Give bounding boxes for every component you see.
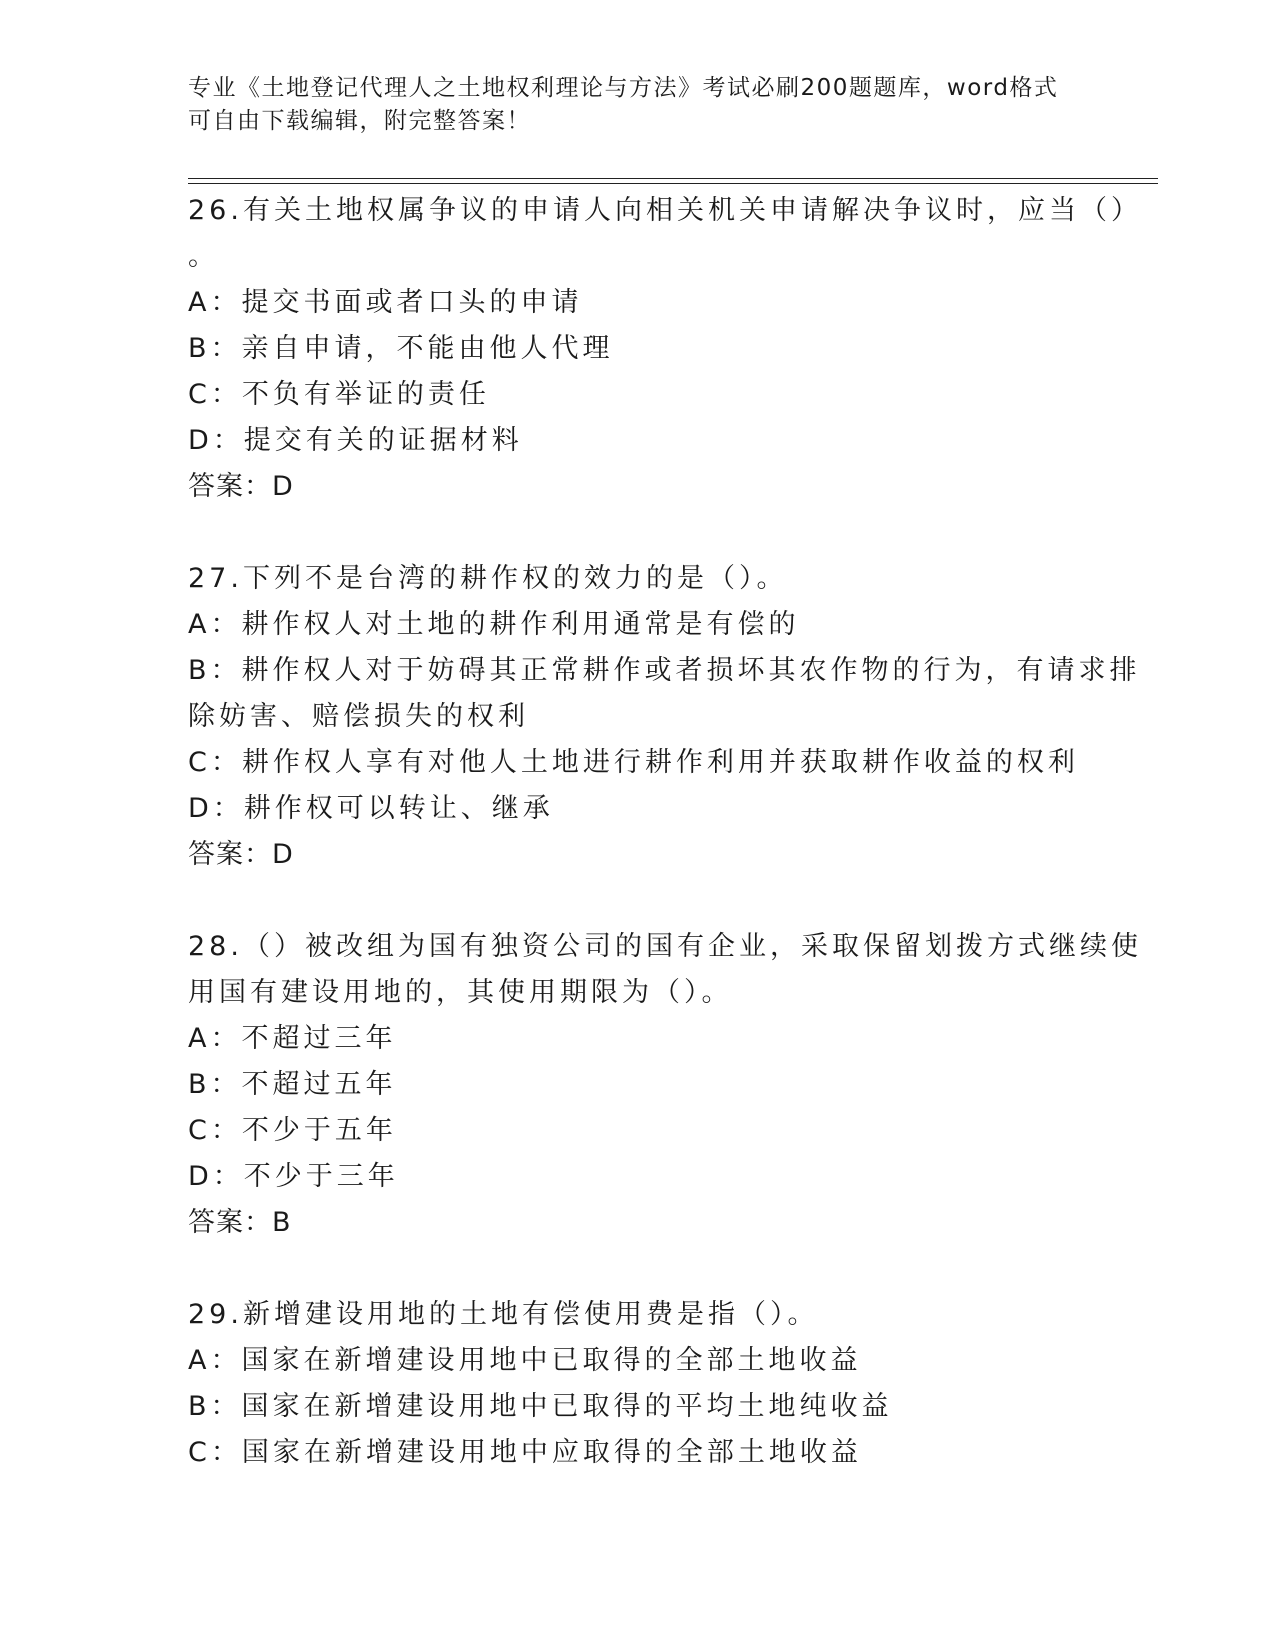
option-d: D：耕作权可以转让、继承 xyxy=(188,793,554,824)
question-stem: 28.（）被改组为国有独资公司的国有企业，采取保留划拨方式继续使 xyxy=(188,931,1142,962)
question-stem-continued: 用国有建设用地的，其使用期限为（）。 xyxy=(188,977,733,1008)
header-line-1: 专业《土地登记代理人之土地权利理论与方法》考试必刷200题题库，word格式 xyxy=(188,75,1059,101)
option-b: B：耕作权人对于妨碍其正常耕作或者损坏其农作物的行为，有请求排 xyxy=(188,655,1141,686)
question-stem: 29.新增建设用地的土地有偿使用费是指（）。 xyxy=(188,1299,819,1330)
question-26 xyxy=(188,188,1142,510)
document-header xyxy=(188,72,1088,138)
question-spacer xyxy=(188,1246,1088,1292)
answer-line: 答案：D xyxy=(188,471,294,502)
question-27 xyxy=(188,556,1141,878)
answer-line: 答案：D xyxy=(188,839,294,870)
question-stem-continued: 。 xyxy=(188,241,219,272)
option-c: C：耕作权人享有对他人土地进行耕作利用并获取耕作收益的权利 xyxy=(188,747,1079,778)
option-c: C：不负有举证的责任 xyxy=(188,379,490,410)
option-a: A：耕作权人对土地的耕作利用通常是有偿的 xyxy=(188,609,800,640)
option-b: B：国家在新增建设用地中已取得的平均土地纯收益 xyxy=(188,1391,893,1422)
question-spacer xyxy=(188,878,1088,924)
question-28 xyxy=(188,924,1142,1246)
question-stem: 27.下列不是台湾的耕作权的效力的是（）。 xyxy=(188,563,788,594)
question-spacer xyxy=(188,510,1088,556)
option-b: B：亲自申请，不能由他人代理 xyxy=(188,333,614,364)
question-list xyxy=(188,188,1142,1476)
option-d: D：提交有关的证据材料 xyxy=(188,425,523,456)
question-stem: 26.有关土地权属争议的申请人向相关机关申请解决争议时，应当（） xyxy=(188,195,1142,226)
answer-line: 答案：B xyxy=(188,1207,292,1238)
option-c: C：国家在新增建设用地中应取得的全部土地收益 xyxy=(188,1437,862,1468)
option-c: C：不少于五年 xyxy=(188,1115,397,1146)
option-a: A：提交书面或者口头的申请 xyxy=(188,287,583,318)
header-divider-top xyxy=(188,178,1158,179)
option-a: A：国家在新增建设用地中已取得的全部土地收益 xyxy=(188,1345,862,1376)
header-line-2: 可自由下载编辑，附完整答案！ xyxy=(188,108,531,134)
option-d: D：不少于三年 xyxy=(188,1161,399,1192)
option-b-continued: 除妨害、赔偿损失的权利 xyxy=(188,701,529,732)
option-b: B：不超过五年 xyxy=(188,1069,397,1100)
question-29 xyxy=(188,1292,1088,1476)
header-divider-bottom xyxy=(188,183,1158,184)
option-a: A：不超过三年 xyxy=(188,1023,397,1054)
